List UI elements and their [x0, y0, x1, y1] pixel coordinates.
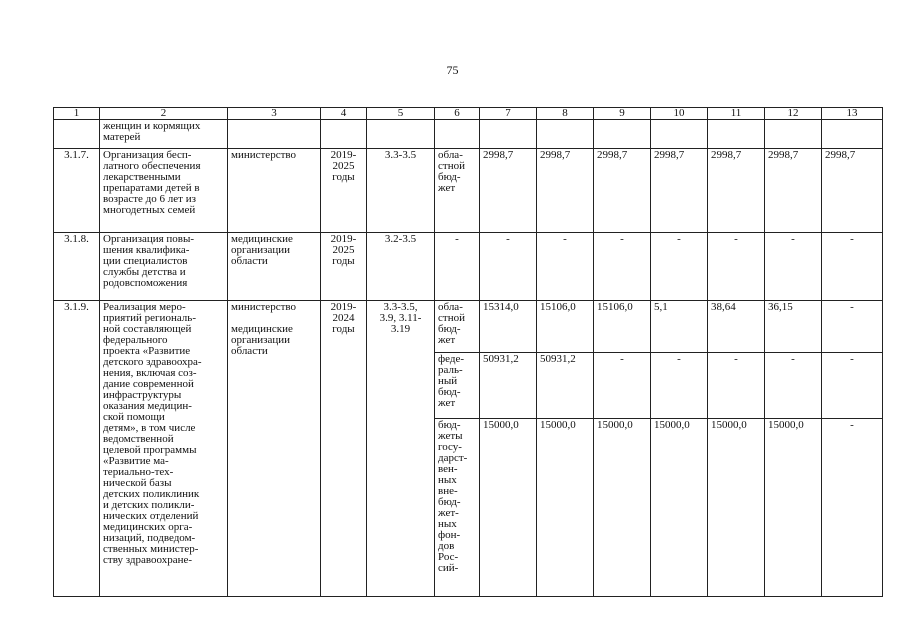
cell-value: 15000,0	[537, 419, 594, 597]
cell-empty	[765, 120, 822, 149]
page-number: 75	[446, 63, 459, 77]
cell-empty	[367, 120, 435, 149]
cell-value: -	[822, 419, 883, 597]
table-row	[54, 301, 883, 353]
cell-value: -	[765, 353, 822, 419]
col-header: 7	[480, 108, 537, 120]
cell-name: женщин и кормящих матерей	[100, 120, 228, 149]
cell-value: -	[822, 353, 883, 419]
col-header: 6	[435, 108, 480, 120]
cell-value: 15314,0	[480, 301, 537, 353]
table-row	[54, 233, 883, 301]
cell-empty	[435, 120, 480, 149]
cell-source: бюд- жеты госу- дарст- вен- ных вне- бюд- жет- ных фон- дов Рос- сий-	[435, 419, 480, 597]
cell-value: 15000,0	[708, 419, 765, 597]
cell-value: -	[651, 353, 708, 419]
cell-value: 2998,7	[822, 149, 883, 233]
cell-empty	[228, 120, 321, 149]
cell-name: Организация повы- шения квалифика- ции специалистов службы детства и родовспоможения	[100, 233, 228, 301]
cell-empty	[594, 120, 651, 149]
table-row-continuation	[54, 120, 883, 149]
budget-table	[53, 107, 883, 597]
col-header: 9	[594, 108, 651, 120]
cell-value: -	[822, 301, 883, 353]
cell-period: 2019- 2024 годы	[321, 301, 367, 597]
header-row	[54, 108, 883, 120]
cell-value: 15106,0	[594, 301, 651, 353]
col-header: 13	[822, 108, 883, 120]
cell-empty	[537, 120, 594, 149]
cell-value: 2998,7	[765, 149, 822, 233]
cell-value: -	[594, 353, 651, 419]
cell-num: 3.1.9.	[54, 301, 100, 597]
cell-empty	[822, 120, 883, 149]
cell-num	[54, 120, 100, 149]
cell-indicator: 3.2-3.5	[367, 233, 435, 301]
cell-value: -	[822, 233, 883, 301]
col-header: 12	[765, 108, 822, 120]
cell-empty	[480, 120, 537, 149]
cell-executor: медицинские организации области	[228, 233, 321, 301]
col-header: 1	[54, 108, 100, 120]
cell-executor: министерство медицинские организации области	[228, 301, 321, 597]
cell-num: 3.1.8.	[54, 233, 100, 301]
cell-value: 2998,7	[708, 149, 765, 233]
cell-name: Реализация меро- приятий региональ- ной составляющей федерального проекта «Развитие детского здравоохра- нения, включая соз- дание современной инфраструктуры оказания медицин- ской помощи детям», в том числе ведомственной целевой программы «Развитие ма- териально-тех- нической базы детских поликлиник и детских поликли- нических отделений медицинских орга- низаций, подведом- ственных министер- ству здравоохране-	[100, 301, 228, 597]
cell-value: -	[708, 353, 765, 419]
col-header: 3	[228, 108, 321, 120]
cell-value: -	[537, 233, 594, 301]
cell-indicator: 3.3-3.5	[367, 149, 435, 233]
cell-num: 3.1.7.	[54, 149, 100, 233]
cell-period: 2019- 2025 годы	[321, 149, 367, 233]
cell-value: 2998,7	[537, 149, 594, 233]
cell-value: -	[708, 233, 765, 301]
cell-empty	[708, 120, 765, 149]
cell-source: обла- стной бюд- жет	[435, 149, 480, 233]
cell-value: 15000,0	[651, 419, 708, 597]
cell-value: 5,1	[651, 301, 708, 353]
cell-empty	[321, 120, 367, 149]
cell-value: 15106,0	[537, 301, 594, 353]
col-header: 11	[708, 108, 765, 120]
cell-value: 2998,7	[594, 149, 651, 233]
col-header: 2	[100, 108, 228, 120]
cell-value: -	[765, 233, 822, 301]
cell-value: 38,64	[708, 301, 765, 353]
cell-value: 36,15	[765, 301, 822, 353]
cell-value: 2998,7	[651, 149, 708, 233]
cell-value: 50931,2	[480, 353, 537, 419]
cell-executor: министерство	[228, 149, 321, 233]
cell-value: 15000,0	[594, 419, 651, 597]
cell-empty	[651, 120, 708, 149]
table-row	[54, 149, 883, 233]
cell-indicator: 3.3-3.5, 3.9, 3.11- 3.19	[367, 301, 435, 597]
cell-source: обла- стной бюд- жет	[435, 301, 480, 353]
cell-value: 50931,2	[537, 353, 594, 419]
cell-value: -	[651, 233, 708, 301]
col-header: 5	[367, 108, 435, 120]
cell-source: феде- раль- ный бюд- жет	[435, 353, 480, 419]
cell-value: 15000,0	[765, 419, 822, 597]
col-header: 8	[537, 108, 594, 120]
cell-name: Организация бесп- латного обеспечения лекарственными препаратами детей в возрасте до 6 лет из многодетных семей	[100, 149, 228, 233]
col-header: 10	[651, 108, 708, 120]
cell-value: 15000,0	[480, 419, 537, 597]
cell-value: -	[594, 233, 651, 301]
cell-value: -	[480, 233, 537, 301]
cell-source: -	[435, 233, 480, 301]
cell-value: 2998,7	[480, 149, 537, 233]
col-header: 4	[321, 108, 367, 120]
cell-period: 2019- 2025 годы	[321, 233, 367, 301]
